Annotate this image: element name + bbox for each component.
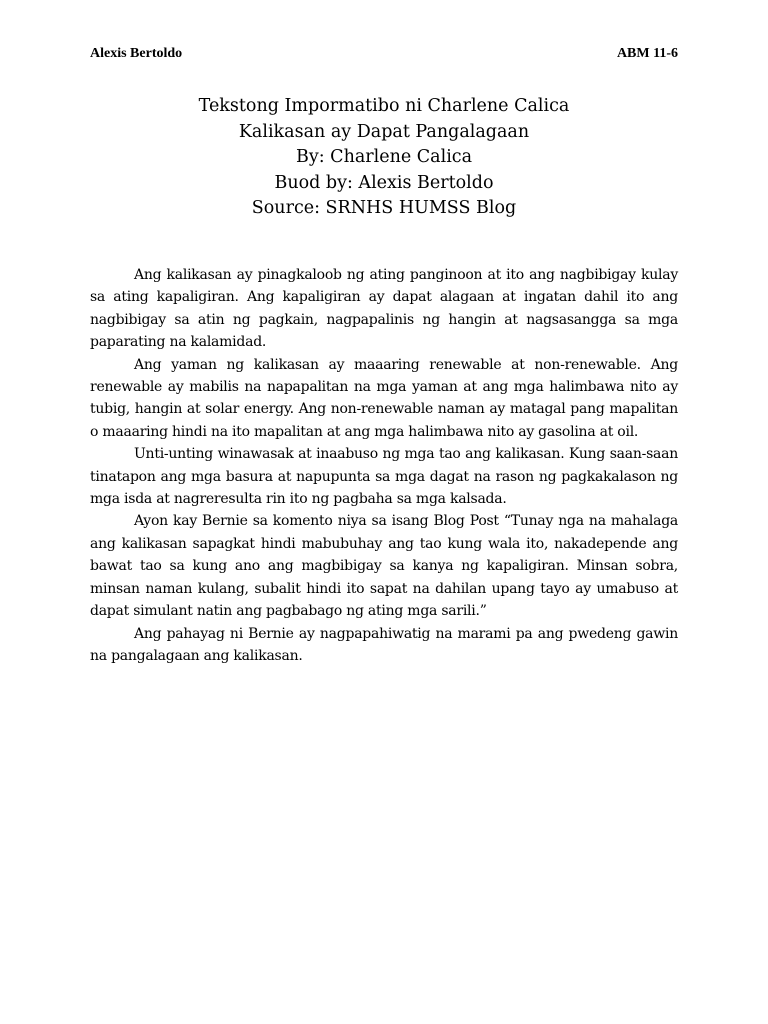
summary-by-line: Buod by: Alexis Bertoldo bbox=[274, 172, 494, 193]
paragraph: Ang pahayag ni Bernie ay nagpapahiwatig na marami pa ang pwedeng gawin na pangalagaan ang kalikasan. bbox=[90, 625, 678, 664]
paragraph: Ang yaman ng kalikasan ay maaaring renewable at non-renewable. Ang renewable ay mabilis na napapalitan na mga yaman at ang mga halimbawa nito ay tubig, hangin at solar energy. Ang non-renewable naman ay matagal pang mapalitan o maaaring hindi na ito mapalitan at ang mga halimbawa nito ay gasolina at oil. bbox=[90, 356, 678, 440]
header-section: ABM 11-6 bbox=[616, 46, 678, 61]
paragraph: Ang kalikasan ay pinagkaloob ng ating panginoon at ito ang nagbibigay kulay sa ating kapaligiran. Ang kapaligiran ay dapat alagaan at ingatan dahil ito ang nagbibigay sa atin ng pagkain, nagpapalinis ng hangin at nagsasangga sa mga paparating na kalamidad. bbox=[90, 267, 678, 351]
paragraph: Ayon kay Bernie sa komento niya sa isang Blog Post “Tunay nga na mahalaga ang kalikasan sapagkat hindi mabubuhay ang tao kung wala ito, nakadepende ang bawat tao sa kung ano ang magbibigay sa kanya ng kapaligiran. Minsan sobra, minsan naman kulang, subalit hindi ito sapat na dahilan upang tayo ay umabuso at dapat simulant natin ang pagbabago ng ating mga sarili.” bbox=[90, 513, 678, 620]
page-header bbox=[90, 46, 678, 66]
document-title: Tekstong Impormatibo ni Charlene Calica bbox=[198, 96, 570, 116]
author-line: By: Charlene Calica bbox=[295, 147, 473, 167]
document-body bbox=[90, 264, 678, 667]
header-author: Alexis Bertoldo bbox=[90, 46, 183, 61]
document-subtitle: Kalikasan ay Dapat Pangalagaan bbox=[238, 121, 530, 142]
title-block bbox=[90, 94, 678, 222]
paragraph: Unti-unting winawasak at inaabuso ng mga tao ang kalikasan. Kung saan-saan tinatapon ang mga basura at napupunta sa mga dagat na rason ng pagkakalason ng mga isda at nagreresulta rin ito ng pagbaha sa mga kalsada. bbox=[90, 446, 678, 508]
source-line: Source: SRNHS HUMSS Blog bbox=[251, 198, 517, 218]
